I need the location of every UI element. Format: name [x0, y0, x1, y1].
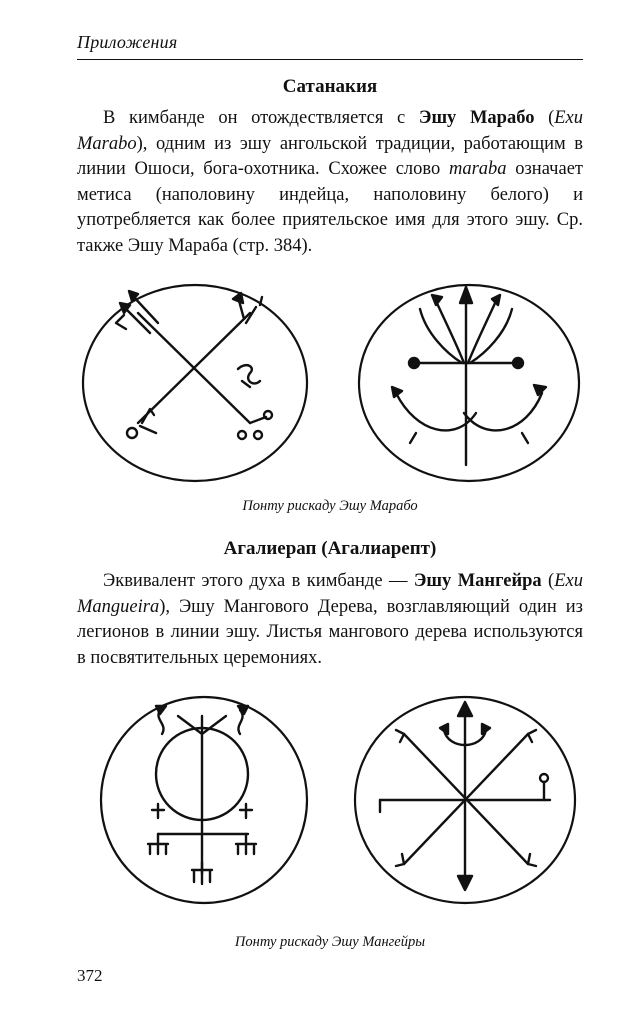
page-number: 372 [77, 966, 103, 985]
section-paragraph-satanakia: В кимбанде он отождествляется с Эшу Марабо (Exu Marabo), одним из эшу ангольской традиции, работающим в линии Ошоси, бога-охотника. Схожее слово maraba означает метиса (наполовину индейца, наполовину белого) и употребляется как более приятельское имя для этого эшу. Ср. также Эшу Мараба (стр. 384). [77, 108, 584, 256]
section-title-agaliarep: Агалиерап (Агалиарепт) [223, 538, 437, 559]
ponto-seal-marabo-crossed [80, 283, 310, 483]
figure-caption-marabo: Понту рискаду Эшу Марабо [242, 498, 418, 514]
ponto-seal-mangueira-tree [98, 694, 310, 906]
header-rule [77, 59, 583, 60]
ponto-seal-marabo-arrows [356, 283, 582, 483]
ponto-seal-mangueira-star [352, 694, 578, 906]
section-paragraph-agaliarep: Эквивалент этого духа в кимбанде — Эшу Мангейра (Exu Mangueira), Эшу Мангового Дерева, возглавляющий один из легионов в линии эшу. Листья мангового дерева используются в посвятительных церемониях. [77, 571, 583, 668]
section-title-satanakia: Сатанакия [282, 76, 378, 97]
figure-caption-mangueira: Понту рискаду Эшу Мангейры [234, 934, 426, 950]
running-head: Приложения [77, 32, 178, 52]
